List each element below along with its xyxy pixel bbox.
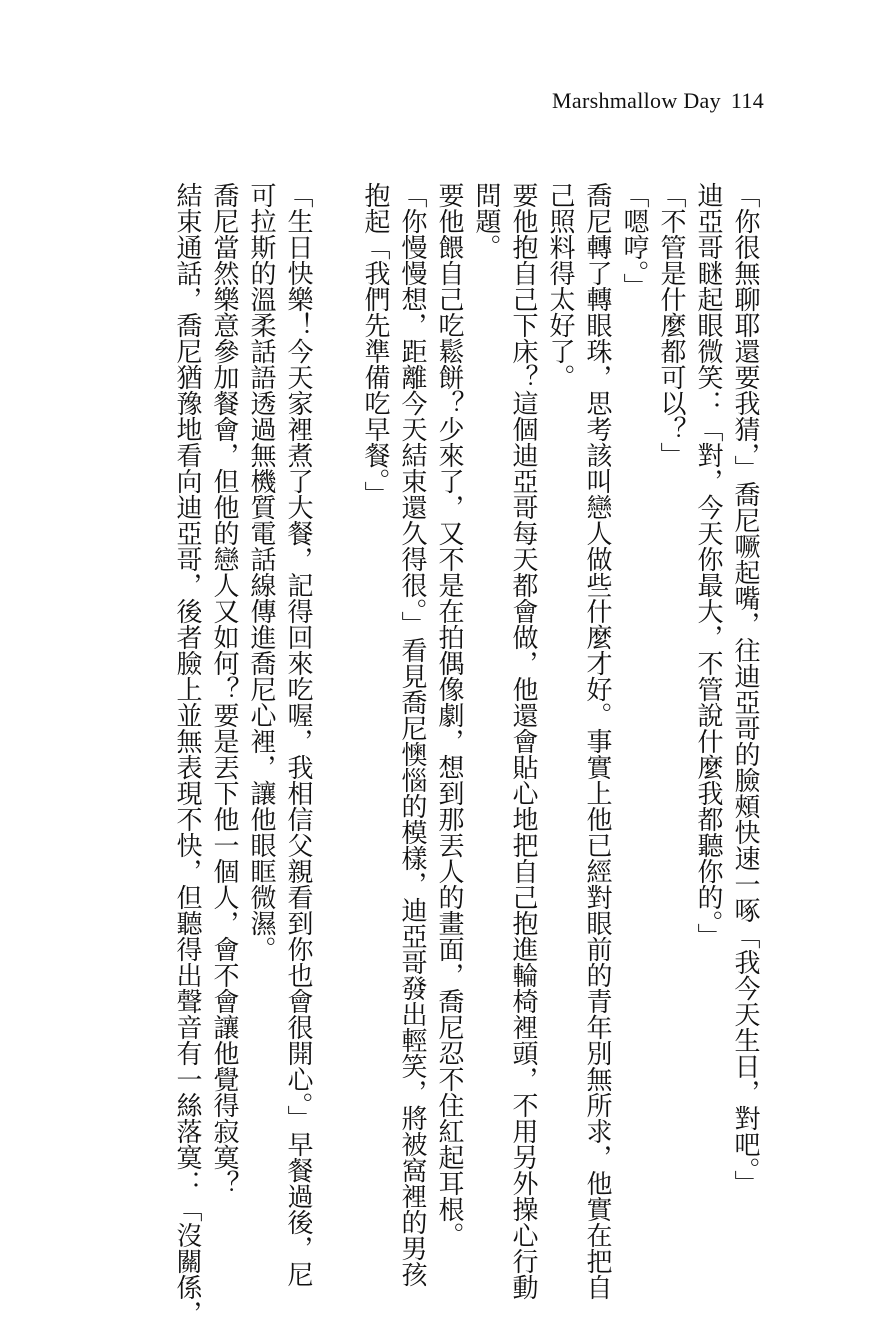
text-column: 「不管是什麼都可以？」 [656, 182, 686, 468]
text-column: 「生日快樂！今天家裡煮了大餐，記得回來吃喔，我相信父親看到你也會很開心。」早餐過後，尼 [283, 182, 313, 1287]
page-header [552, 88, 764, 114]
text-column: 己照料得太好了。 [545, 182, 575, 390]
page-number: 114 [730, 88, 764, 113]
text-column: 喬尼轉了轉眼珠，思考該叫戀人做些什麼才好。事實上他已經對眼前的青年別無所求，他實在把自 [582, 182, 612, 1300]
text-column: 問題。 [471, 182, 501, 260]
text-column: 「你慢慢想，距離今天結束還久得很。」看見喬尼懊惱的模樣，迪亞哥發出輕笑，將被窩裡的男孩 [397, 182, 427, 1287]
text-column: 可拉斯的溫柔話語透過無機質電話線傳進喬尼心裡，讓他眼眶微濕。 [246, 182, 276, 962]
text-column: 結束通話，喬尼猶豫地看向迪亞哥，後者臉上並無表現不快，但聽得出聲音有一絲落寞：「沒關係， [172, 182, 202, 1326]
text-column: 「你很無聊耶還要我猜，」喬尼噘起嘴，往迪亞哥的臉頰快速一啄「我今天生日，對吧。」 [730, 182, 760, 1196]
text-column: 喬尼當然樂意參加餐會，但他的戀人又如何？要是丟下他一個人，會不會讓他覺得寂寞？ [209, 182, 239, 1196]
text-column: 迪亞哥瞇起眼微笑：「對，今天你最大，不管說什麼我都聽你的。」 [693, 182, 723, 949]
book-title: Marshmallow Day [552, 88, 721, 113]
text-column: 要他抱自己下床？這個迪亞哥每天都會做，他還會貼心地把自己抱進輪椅裡頭，不用另外操心行動 [508, 182, 538, 1300]
text-column: 要他餵自己吃鬆餅？少來了，又不是在拍偶像劇，想到那丟人的畫面，喬尼忍不住紅起耳根。 [434, 182, 464, 1248]
text-column: 抱起「我們先準備吃早餐。」 [360, 182, 390, 507]
text-column: 「嗯哼。」 [619, 182, 649, 299]
